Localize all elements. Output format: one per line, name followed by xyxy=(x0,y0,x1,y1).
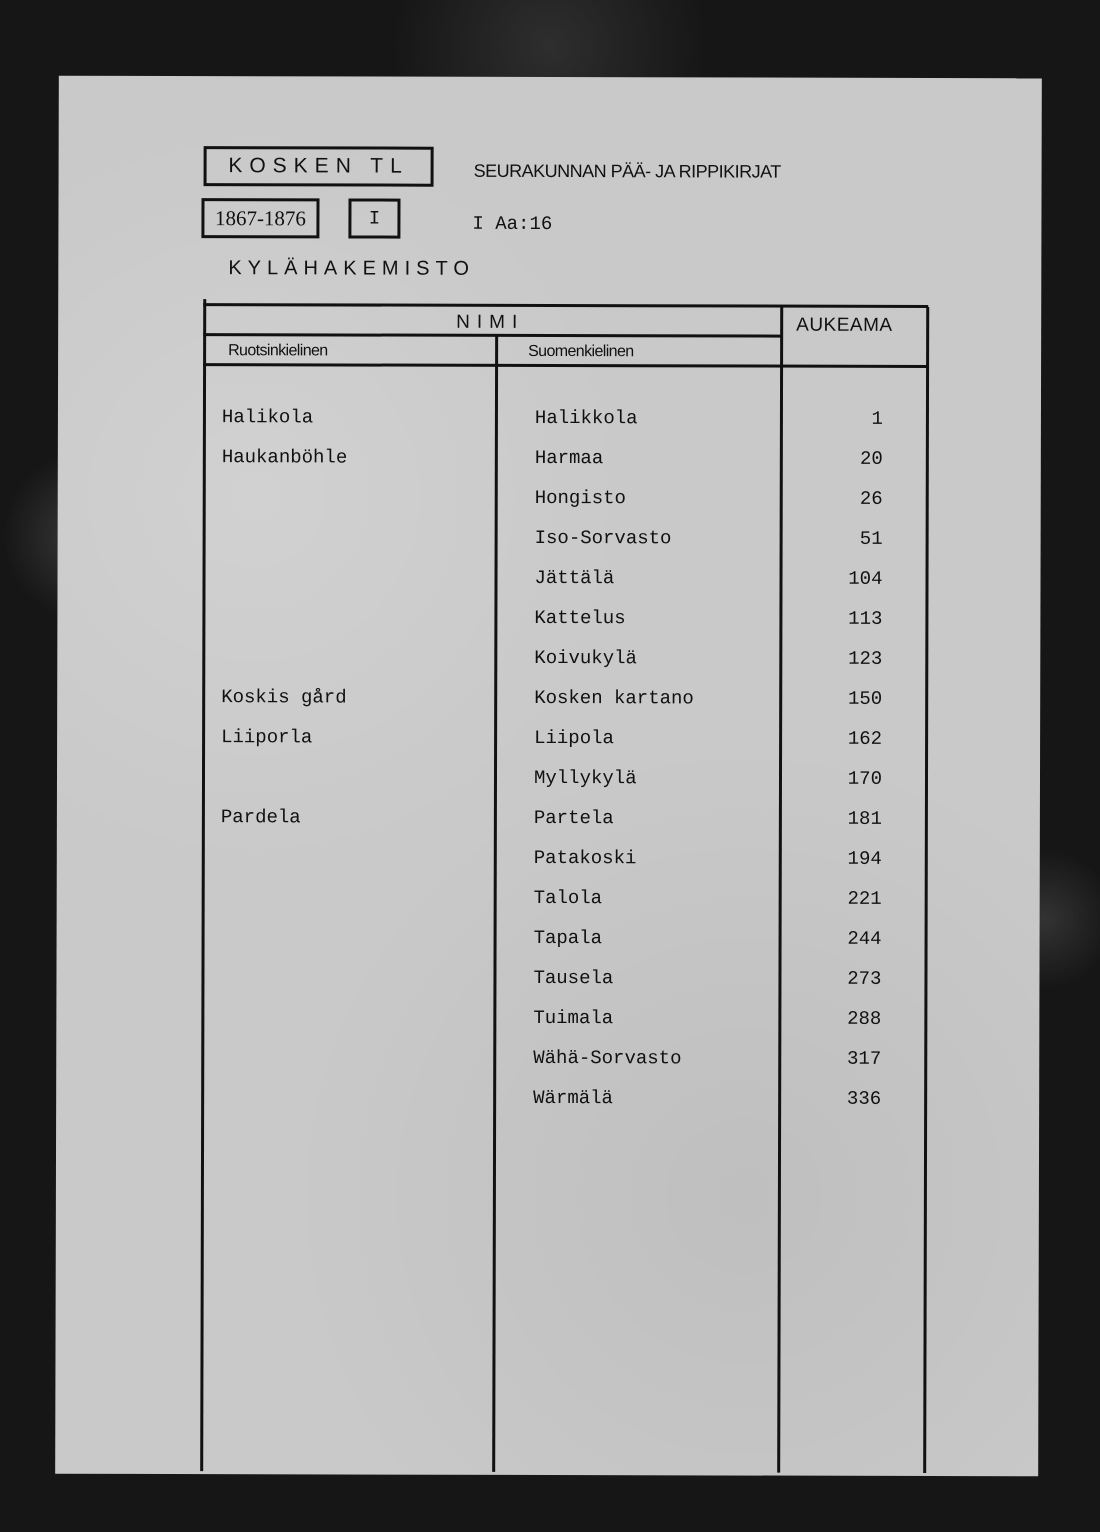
finnish-name: Hongisto xyxy=(534,486,626,510)
header-bottom-line xyxy=(203,363,928,368)
table-row xyxy=(57,646,1040,689)
table-row xyxy=(57,566,1040,609)
table-row xyxy=(57,766,1040,809)
spread-number: 20 xyxy=(859,447,883,470)
finnish-name: Tapala xyxy=(533,926,603,950)
spread-number: 273 xyxy=(847,967,882,990)
finnish-name: Jättälä xyxy=(534,566,615,590)
spread-number: 1 xyxy=(871,407,883,430)
table-row xyxy=(57,806,1040,849)
table-row xyxy=(57,886,1040,929)
finnish-name: Harmaa xyxy=(534,446,604,470)
volume-box xyxy=(348,198,400,238)
finnish-name: Tuimala xyxy=(533,1006,614,1030)
table-row xyxy=(58,486,1041,529)
volume: I xyxy=(368,207,381,230)
spread-number: 104 xyxy=(848,567,883,590)
index-title: KYLÄHAKEMISTO xyxy=(228,257,475,280)
column-swedish: Ruotsinkielinen xyxy=(228,342,328,360)
spread-number: 244 xyxy=(847,927,882,950)
archive-signum: I Aa:16 xyxy=(472,212,553,236)
swedish-name: Pardela xyxy=(220,806,301,829)
spread-number: 123 xyxy=(848,647,883,670)
finnish-name: Tausela xyxy=(533,966,614,990)
table-row xyxy=(56,1006,1039,1049)
finnish-name: Wärmälä xyxy=(533,1086,614,1110)
finnish-name: Talola xyxy=(533,886,603,910)
table-row xyxy=(58,406,1041,449)
swedish-name: Halikola xyxy=(221,406,314,429)
swedish-name: Haukanböhle xyxy=(221,446,348,469)
swedish-name: Koskis gård xyxy=(221,686,347,709)
finnish-name: Partela xyxy=(533,806,614,830)
table-row xyxy=(56,966,1039,1009)
finnish-name: Patakoski xyxy=(533,846,637,870)
finnish-name: Wähä-Sorvasto xyxy=(533,1046,682,1070)
finnish-name: Koivukylä xyxy=(534,646,637,670)
table-top-border xyxy=(203,303,928,308)
table-row xyxy=(57,726,1040,769)
table-row xyxy=(57,926,1040,969)
table-row xyxy=(56,1046,1039,1089)
spread-number: 317 xyxy=(847,1047,882,1070)
years: 1867-1876 xyxy=(214,205,306,230)
spread-number: 26 xyxy=(859,487,883,510)
swedish-name: Liiporla xyxy=(221,726,313,749)
finnish-name: Kosken kartano xyxy=(534,686,694,710)
spread-number: 221 xyxy=(847,887,882,910)
finnish-name: Iso-Sorvasto xyxy=(534,526,672,550)
parish-box xyxy=(204,146,434,187)
table-row xyxy=(57,686,1040,729)
spread-number: 194 xyxy=(847,847,882,870)
spread-number: 150 xyxy=(847,687,883,710)
table-row xyxy=(58,526,1041,569)
spread-number: 288 xyxy=(847,1007,882,1030)
column-finnish: Suomenkielinen xyxy=(528,342,634,361)
parish-name: KOSKEN TL xyxy=(228,154,409,178)
table-row xyxy=(57,846,1040,889)
finnish-name: Myllykylä xyxy=(533,766,637,790)
spread-number: 170 xyxy=(847,767,883,790)
index-sheet xyxy=(55,76,1042,1477)
header-name: NIMI xyxy=(456,311,525,333)
spread-number: 51 xyxy=(859,527,883,550)
spread-number: 162 xyxy=(847,727,883,750)
finnish-name: Halikkola xyxy=(534,406,638,430)
spread-number: 181 xyxy=(847,807,882,830)
finnish-name: Kattelus xyxy=(534,606,626,630)
table-row xyxy=(58,446,1041,489)
series-title: SEURAKUNNAN PÄÄ- JA RIPPIKIRJAT xyxy=(473,160,781,182)
years-box xyxy=(201,198,319,238)
header-spread: AUKEAMA xyxy=(796,314,893,336)
finnish-name: Liipola xyxy=(534,726,614,750)
table-row xyxy=(57,606,1040,649)
spread-number: 336 xyxy=(846,1087,882,1110)
spread-number: 113 xyxy=(848,607,883,630)
table-row xyxy=(56,1086,1039,1129)
